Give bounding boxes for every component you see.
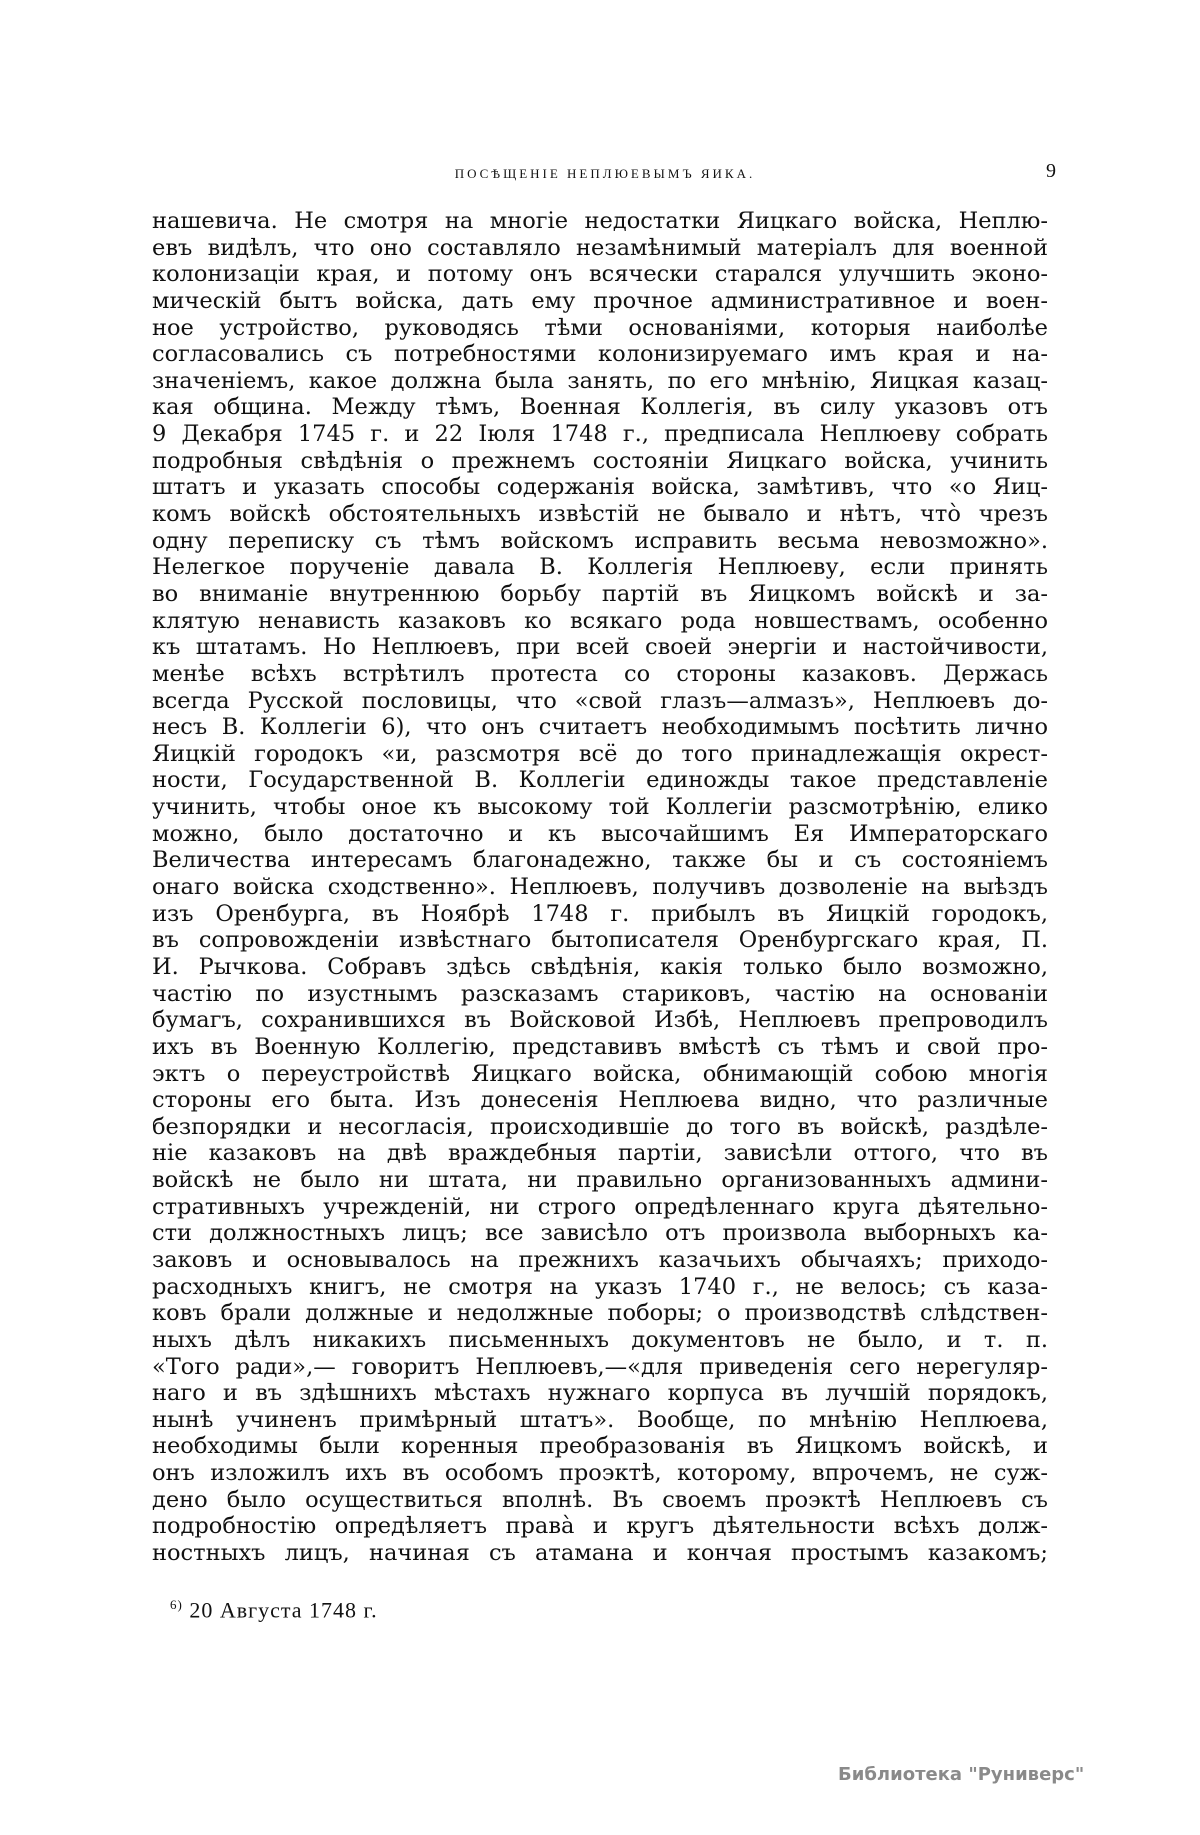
text-line: ныхъ дѣлъ никакихъ письменныхъ документовъ не было, и т. п.	[152, 1326, 1048, 1353]
footnote-text: 20 Августа 1748 г.	[189, 1597, 378, 1623]
text-line: можно, было достаточно и къ высочайшимъ Ея Императорскаго	[152, 820, 1048, 847]
text-line: Величества интересамъ благонадежно, также бы и съ состояніемъ	[152, 847, 1048, 874]
text-line: всегда Русской пословицы, что «свой глазъ—алмазъ», Неплюевъ до-	[152, 687, 1048, 714]
text-line: бумагъ, сохранившихся въ Войсковой Избѣ, Неплюевъ препроводилъ	[152, 1007, 1048, 1034]
text-line: согласовались съ потребностями колонизируемаго имъ края и на-	[152, 341, 1048, 368]
text-line: учинить, чтобы оное къ высокому той Коллегіи разсмотрѣнію, елико	[152, 794, 1048, 821]
text-line: изъ Оренбурга, въ Ноябрѣ 1748 г. прибылъ въ Яицкій городокъ,	[152, 900, 1048, 927]
footnote-marker: 6)	[170, 1597, 183, 1612]
text-line: кая община. Между тѣмъ, Военная Коллегія, въ силу указовъ отъ	[152, 394, 1048, 421]
text-line: наго и въ здѣшнихъ мѣстахъ нужнаго корпуса въ лучшій порядокъ,	[152, 1380, 1048, 1407]
text-line: заковъ и основывалось на прежнихъ казачьихъ обычаяхъ; приходо-	[152, 1246, 1048, 1273]
text-line: 9 Декабря 1745 г. и 22 Іюля 1748 г., предписала Неплюеву собрать	[152, 421, 1048, 448]
text-line: ностныхъ лицъ, начиная съ атамана и кончая простымъ казакомъ;	[152, 1540, 1048, 1567]
text-line: въ сопровожденіи извѣстнаго бытописателя Оренбургскаго края, П.	[152, 927, 1048, 954]
text-line: несъ В. Коллегіи 6), что онъ считаетъ необходимымъ посѣтить лично	[152, 714, 1048, 741]
text-line: безпорядки и несогласія, происходившіе до того въ войскѣ, раздѣле-	[152, 1113, 1048, 1140]
text-line: Нелегкое порученіе давала В. Коллегія Неплюеву, если принять	[152, 554, 1048, 581]
text-line: подробностію опредѣляетъ права̀ и кругъ дѣятельности всѣхъ долж-	[152, 1513, 1048, 1540]
text-line: подробныя свѣдѣнія о прежнемъ состояніи Яицкаго войска, учинить	[152, 447, 1048, 474]
text-line: онаго войска сходственно». Неплюевъ, получивъ дозволеніе на выѣздъ	[152, 874, 1048, 901]
library-watermark: Библиотека "Руниверс"	[838, 1764, 1085, 1785]
text-line: менѣе всѣхъ встрѣтилъ протеста со стороны казаковъ. Держась	[152, 660, 1048, 687]
text-line: одну переписку съ тѣмъ войскомъ исправить весьма невозможно».	[152, 527, 1048, 554]
text-line: комъ войскѣ обстоятельныхъ извѣстій не бывало и нѣтъ, что̀ чрезъ	[152, 501, 1048, 528]
text-line: стративныхъ учрежденій, ни строго опредѣленнаго круга дѣятельно-	[152, 1193, 1048, 1220]
text-line: ное устройство, руководясь тѣми основаніями, которыя наиболѣе	[152, 314, 1048, 341]
body-text	[152, 208, 1048, 1567]
text-line: значеніемъ, какое должна была занять, по его мнѣнію, Яицкая казац-	[152, 367, 1048, 394]
text-line: нашевича. Не смотря на многіе недостатки Яицкаго войска, Неплю-	[152, 208, 1048, 234]
page-number: 9	[1046, 160, 1056, 182]
text-line: нынѣ учиненъ примѣрный штатъ». Вообще, по мнѣнію Неплюева,	[152, 1406, 1048, 1433]
text-line: дено было осуществиться вполнѣ. Въ своемъ проэктѣ Неплюевъ съ	[152, 1486, 1048, 1513]
text-line: необходимы были коренныя преобразованія въ Яицкомъ войскѣ, и	[152, 1433, 1048, 1460]
text-line: войскѣ не было ни штата, ни правильно организованныхъ админи-	[152, 1167, 1048, 1194]
running-title: ПОСѢЩЕНІЕ НЕПЛЮЕВЫМЪ ЯИКА.	[454, 166, 756, 181]
text-line: И. Рычкова. Собравъ здѣсь свѣдѣнія, какія только было возможно,	[152, 953, 1048, 980]
text-line: сти должностныхъ лицъ; все зависѣло отъ произвола выборныхъ ка-	[152, 1220, 1048, 1247]
text-line: онъ изложилъ ихъ въ особомъ проэктѣ, которому, впрочемъ, не суж-	[152, 1460, 1048, 1487]
text-line: расходныхъ книгъ, не смотря на указъ 1740 г., не велось; съ каза-	[152, 1273, 1048, 1300]
text-line: во вниманіе внутреннюю борьбу партій въ Яицкомъ войскѣ и за-	[152, 580, 1048, 607]
footnote	[170, 1597, 378, 1623]
text-line: къ штатамъ. Но Неплюевъ, при всей своей энергіи и настойчивости,	[152, 634, 1048, 661]
running-head	[150, 160, 1060, 190]
text-line: штатъ и указать способы содержанія войска, замѣтивъ, что «о Яиц-	[152, 474, 1048, 501]
text-line: Яицкій городокъ «и, разсмотря всё до того принадлежащія окрест-	[152, 740, 1048, 767]
text-line: ковъ брали должные и недолжные поборы; о производствѣ слѣдствен-	[152, 1300, 1048, 1327]
text-line: частію по изустнымъ разсказамъ стариковъ, частію на основаніи	[152, 980, 1048, 1007]
text-line: мическій бытъ войска, дать ему прочное административное и воен-	[152, 287, 1048, 314]
text-line: клятую ненависть казаковъ ко всякаго рода новшествамъ, особенно	[152, 607, 1048, 634]
text-line: ихъ въ Военную Коллегію, представивъ вмѣстѣ съ тѣмъ и свой про-	[152, 1033, 1048, 1060]
text-line: ніе казаковъ на двѣ враждебныя партіи, зависѣли оттого, что въ	[152, 1140, 1048, 1167]
text-line: евъ видѣлъ, что оно составляло незамѣнимый матеріалъ для военной	[152, 234, 1048, 261]
text-line: стороны его быта. Изъ донесенія Неплюева видно, что различные	[152, 1087, 1048, 1114]
text-line: ности, Государственной В. Коллегіи единожды такое представленіе	[152, 767, 1048, 794]
text-line: колонизаціи края, и потому онъ всячески старался улучшить эконо-	[152, 261, 1048, 288]
text-line: «Того ради»,— говоритъ Неплюевъ,—«для приведенія сего нерегуляр-	[152, 1353, 1048, 1380]
text-line: эктъ о переустройствѣ Яицкаго войска, обнимающій собою многія	[152, 1060, 1048, 1087]
